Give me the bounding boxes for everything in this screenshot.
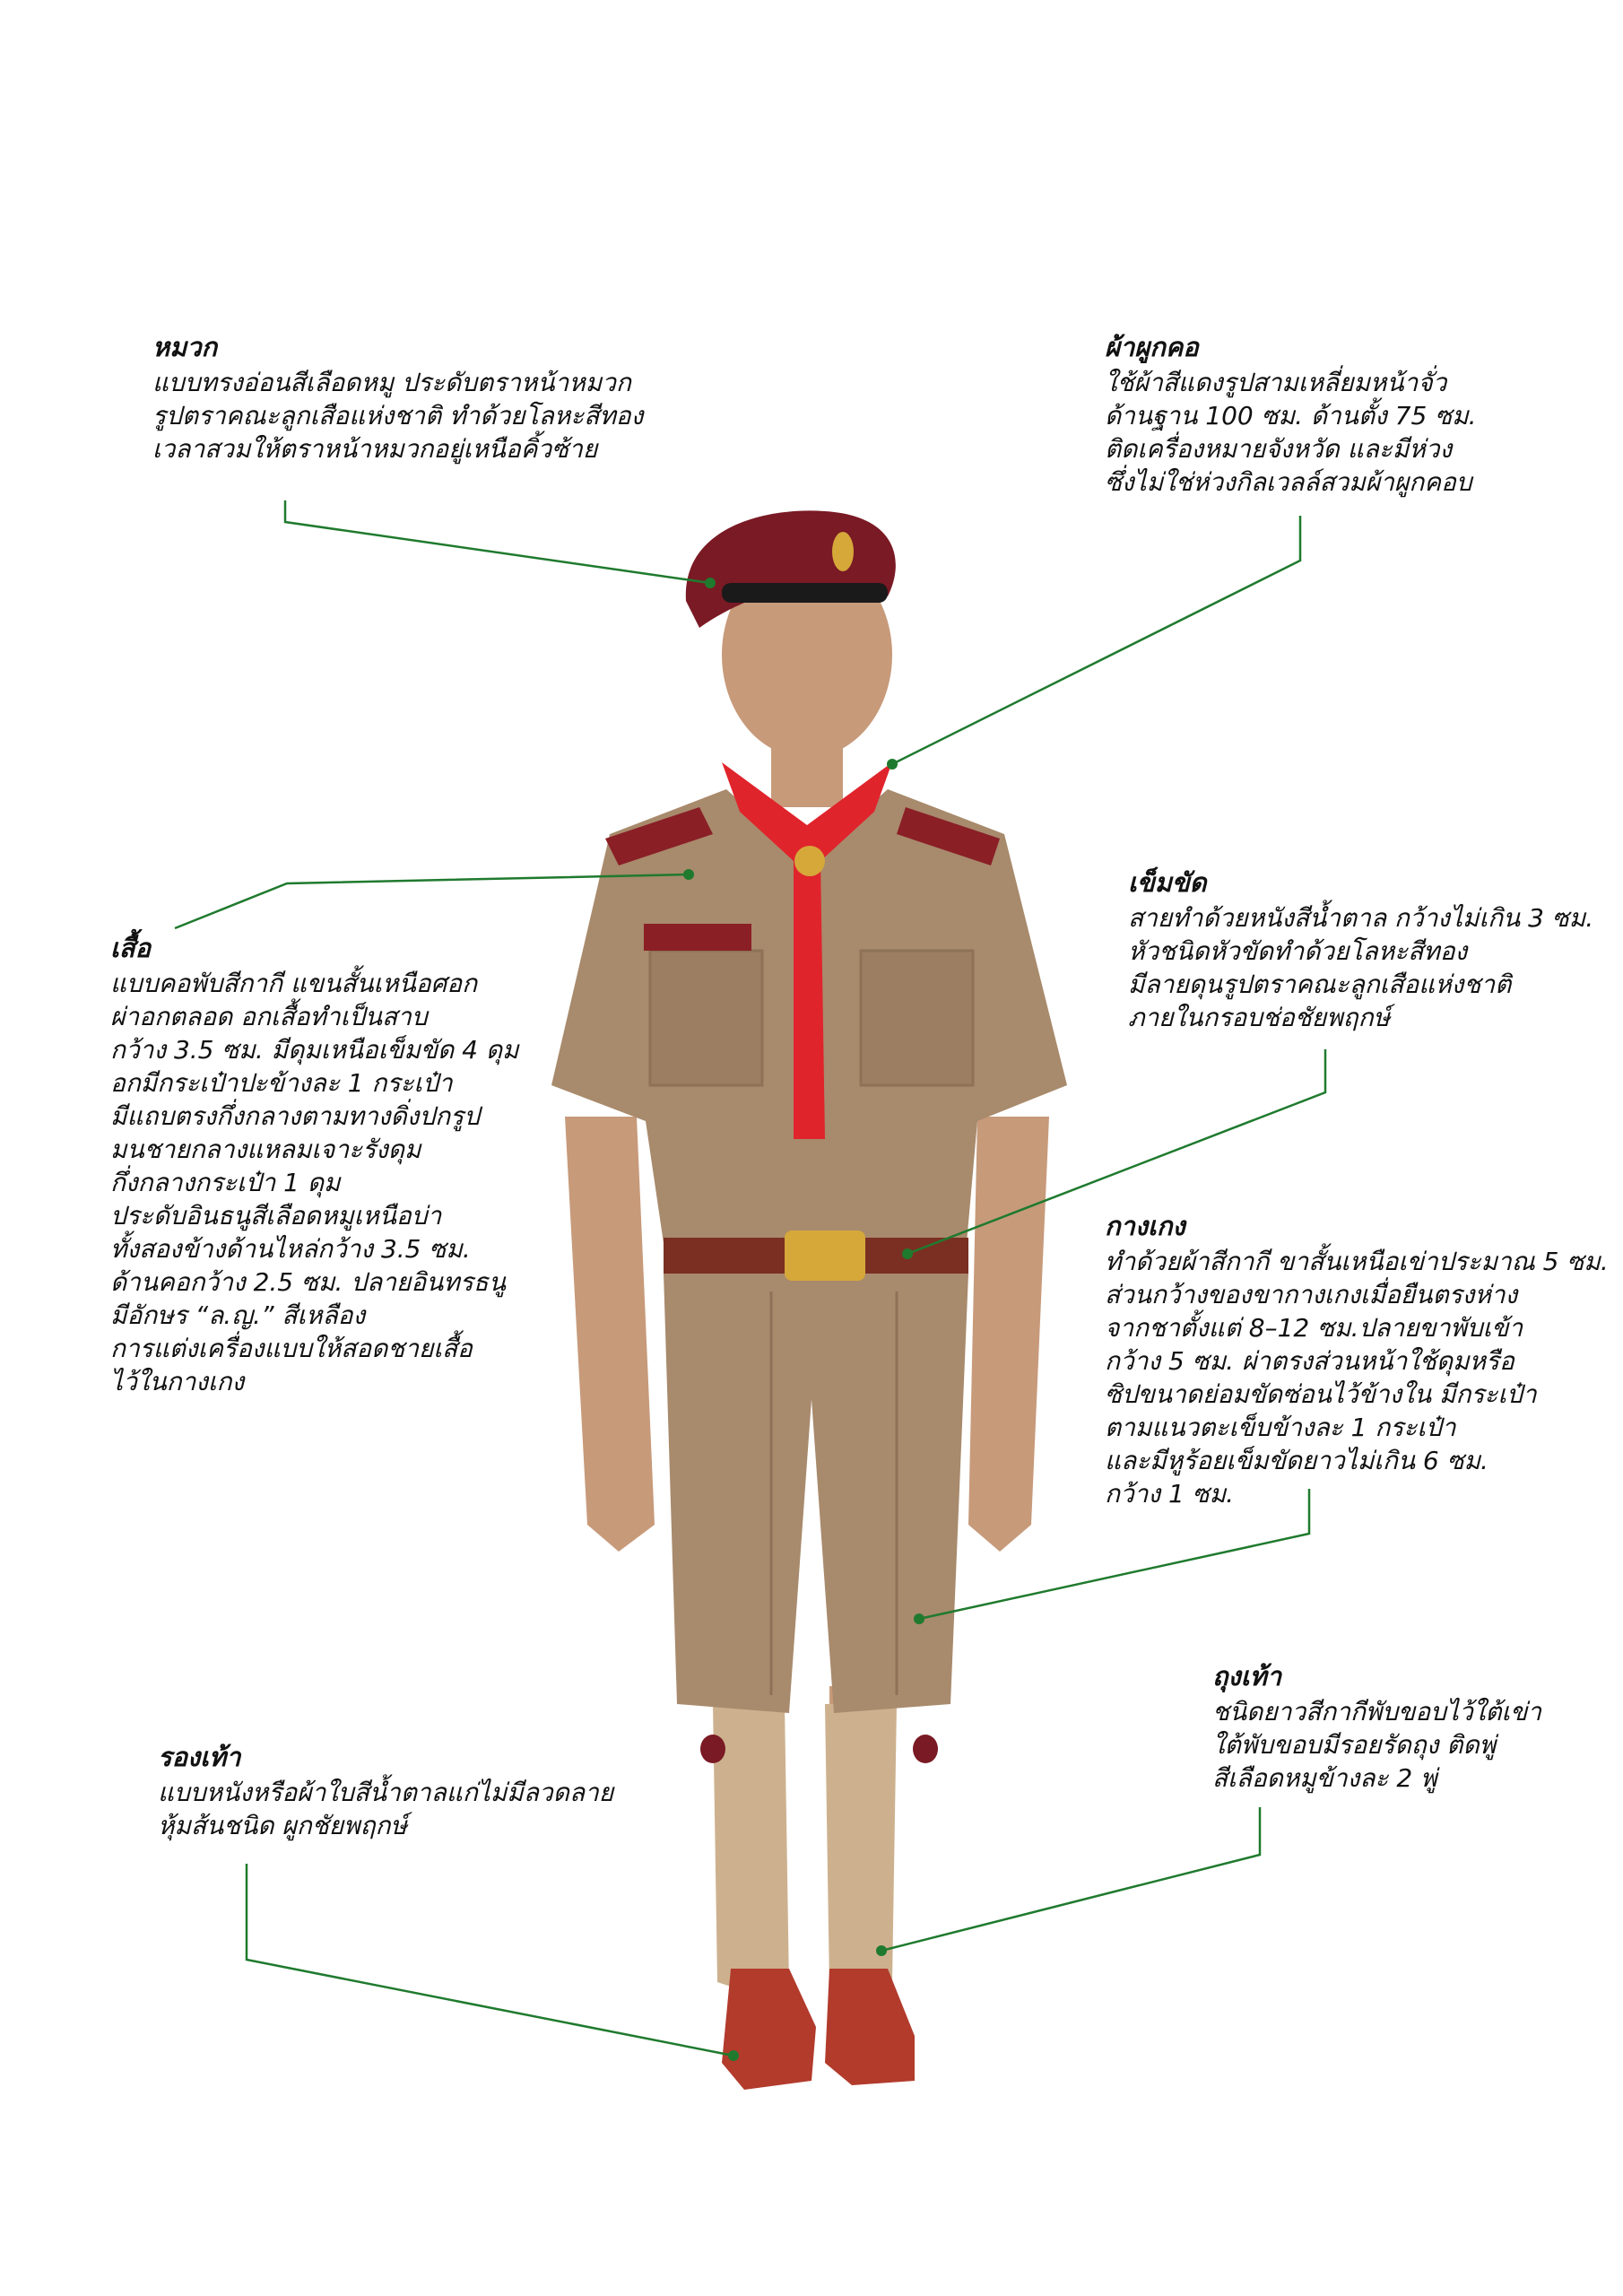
shoes-leader-dot [728, 2050, 739, 2061]
socks-title: ถุงเท้า [1212, 1661, 1282, 1692]
pants-leader-dot [914, 1613, 924, 1624]
belt-title: เข็มขัด [1128, 867, 1207, 898]
hat-title: หมวก [152, 332, 218, 362]
scarf-line: ใช้ผ้าสีแดงรูปสามเหลี่ยมหน้าจั่ว [1105, 368, 1447, 397]
belt-leader-dot [902, 1248, 913, 1259]
shirt-line: มีอักษร “ล.ญ.” สีเหลือง [110, 1300, 366, 1330]
shoes-leader-line [247, 1864, 733, 2056]
scarf-title: ผ้าผูกคอ [1105, 332, 1199, 362]
shoes-line: แบบหนังหรือผ้าใบสีน้ำตาลแก่ไม่มีลวดลาย [158, 1778, 614, 1807]
pants-line: กว้าง 1 ซม. [1105, 1479, 1235, 1509]
pants-title: กางเกง [1105, 1211, 1185, 1241]
scarf-leader-line [892, 516, 1300, 764]
shirt-annotation [110, 931, 519, 1398]
belt-line: หัวชนิดหัวขัดทำด้วยโลหะสีทอง [1128, 936, 1468, 966]
shirt-line: ประดับอินธนูสีเลือดหมูเหนือบ่า [110, 1201, 442, 1231]
hat-annotation [152, 330, 643, 465]
scarf-annotation [1105, 330, 1477, 499]
scarf-line: ติดเครื่องหมายจังหวัด และมีห่วง [1105, 434, 1453, 464]
pants-line: ตามแนวตะเข็บข้างละ 1 กระเป๋า [1105, 1413, 1456, 1442]
shoes-title: รองเท้า [158, 1742, 241, 1772]
pants-line: กว้าง 5 ซม. ผ่าตรงส่วนหน้าใช้ดุมหรือ [1105, 1346, 1515, 1376]
scarf-leader-dot [887, 759, 898, 770]
pants-line: ส่วนกว้างของขากางเกงเมื่อยืนตรงห่าง [1105, 1280, 1518, 1309]
scarf-line: ซึ่งไม่ใช่ห่วงกิลเวลล์สวมผ้าผูกคอบ [1105, 467, 1472, 497]
hat-line: รูปตราคณะลูกเสือแห่งชาติ ทำด้วยโลหะสีทอง [152, 401, 644, 430]
shirt-line: ด้านคอกว้าง 2.5 ซม. ปลายอินทรธนู [110, 1267, 506, 1297]
shirt-line: มีแถบตรงกึ่งกลางตามทางดิ่งปกรูป [110, 1101, 480, 1131]
pants-line: ซิปขนาดย่อมขัดซ่อนไว้ข้างใน มีกระเป๋า [1105, 1379, 1537, 1409]
shirt-title: เสื้อ [110, 933, 152, 963]
shirt-line: ไว้ในกางเกง [110, 1367, 245, 1396]
shirt-line: ผ่าอกตลอด อกเสื้อทำเป็นสาบ [110, 1002, 428, 1031]
shirt-line: มนชายกลางแหลมเจาะรังดุม [110, 1135, 421, 1164]
shirt-line: การแต่งเครื่องแบบให้สอดชายเสื้อ [110, 1334, 473, 1363]
shoes-line: หุ้มส้นชนิด ผูกชัยพฤกษ์ [158, 1811, 407, 1840]
scarf-line: ด้านฐาน 100 ซม. ด้านตั้ง 75 ซม. [1105, 401, 1477, 430]
shirt-line: ทั้งสองข้างด้านไหล่กว้าง 3.5 ซม. [110, 1234, 471, 1264]
hat-line: แบบทรงอ่อนสีเลือดหมู ประดับตราหน้าหมวก [152, 368, 631, 397]
shirt-line: แบบคอพับสีกากี แขนสั้นเหนือศอก [110, 969, 478, 998]
pants-line: ทำด้วยผ้าสีกากี ขาสั้นเหนือเข่าประมาณ 5 ซม. [1105, 1247, 1609, 1276]
pants-line: และมีหูร้อยเข็มขัดยาวไม่เกิน 6 ซม. [1105, 1446, 1488, 1475]
belt-line: มีลายดุนรูปตราคณะลูกเสือแห่งชาติ [1128, 970, 1512, 999]
shirt-leader-line [175, 874, 689, 928]
socks-line: สีเลือดหมูข้างละ 2 พู่ [1212, 1763, 1437, 1793]
socks-line: ชนิดยาวสีกากีพับขอบไว้ใต้เข่า [1212, 1697, 1541, 1726]
pants-line: จากชาตั้งแต่ 8–12 ซม.ปลายขาพับเข้า [1105, 1313, 1523, 1343]
socks-leader-dot [876, 1945, 887, 1956]
shoes-annotation [158, 1740, 613, 1842]
shirt-line: กว้าง 3.5 ซม. มีดุมเหนือเข็มขัด 4 ดุม [110, 1035, 519, 1065]
socks-line: ใต้พับขอบมีรอยรัดถุง ติดพู่ [1212, 1730, 1497, 1760]
shirt-line: อกมีกระเป๋าปะข้างละ 1 กระเป๋า [110, 1068, 453, 1098]
belt-line: ภายในกรอบช่อชัยพฤกษ์ [1128, 1003, 1391, 1032]
socks-annotation [1212, 1659, 1541, 1795]
socks-leader-line [881, 1807, 1260, 1951]
shirt-leader-dot [683, 869, 694, 880]
belt-line: สายทำด้วยหนังสีน้ำตาล กว้างไม่เกิน 3 ซม. [1128, 903, 1594, 933]
hat-leader-line [285, 500, 710, 583]
shirt-line: กึ่งกลางกระเป๋า 1 ดุม [110, 1168, 341, 1197]
pants-annotation [1105, 1209, 1609, 1510]
belt-annotation [1128, 865, 1593, 1034]
hat-leader-dot [705, 578, 716, 588]
hat-line: เวลาสวมให้ตราหน้าหมวกอยู่เหนือคิ้วซ้าย [152, 434, 598, 464]
